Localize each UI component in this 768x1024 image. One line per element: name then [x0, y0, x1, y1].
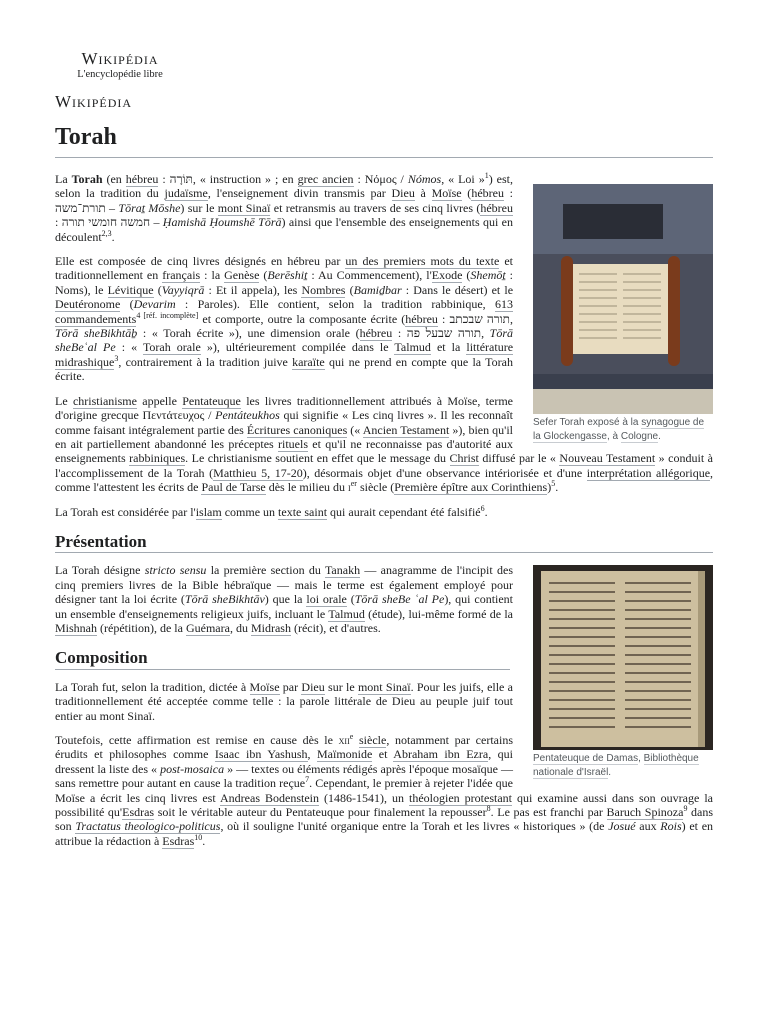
torah-scroll-caption: Sefer Torah exposé à la synagogue de la Glockengasse, à Cologne.: [533, 417, 705, 442]
wikipedia-wordmark: Wikipédia: [55, 92, 133, 111]
intro-paragraph-2: Elle est composée de cinq livres désignés en hébreu par un des premiers mots du texte et traditionnellement en français : la Genèse (Berēshiṯ : Au Commencement), l'Exode (Shemōṯ : Noms), le Lévitique (Vayyiqrā : Et il appela), les Nombres (Bamiḏbar : Dans le désert) et le Deutéronome (Devarim : Paroles). Elle contient, selon la tradition rabbinique, 613 commandements$^{4 [réf. incomplète]}$ et comporte, outre la composante écrite (hébreu : תורה שבכתב, Tōrā sheBikhtāḇ : « Torah écrite »), une dimension orale (hébreu : תורה שבעל פה, Tōrā sheBeʿal Pe : « Torah orale »), ultérieurement compilée dans le Talmud et la littérature midrashique$^3$, contrairement à la tradition juive karaïte qui ne prend en compte que la Torah écrite.: [55, 254, 514, 384]
torah-scroll-image[interactable]: [533, 184, 713, 414]
logo-title: Wikipédia: [81, 49, 159, 68]
pentateuch-damascus-image[interactable]: [533, 565, 713, 750]
figure-torah-scroll: [533, 184, 713, 444]
intro-paragraph-4: La Torah est considérée par l'islam comme un texte saint qui aurait cependant été falsifié$^6$.: [55, 503, 488, 519]
figure-pentateuch-damascus: [533, 565, 713, 780]
intro-paragraph-3: Le christianisme appelle Pentateuque les livres traditionnellement attribués à Moïse, terme d'origine grecque Πεντάτευχος / Pentáteukhos qui signifie « Les cinq livres ». Il les reconnaît comme faisant intégralement partie des Écritures canoniques (« Ancien Testament »), bien qu'il en ait partiellement abandonné les préceptes rituels et qu'il ne reconnaisse pas d'autorité aux enseignements rabbiniques. Le christianisme soutient en effet que le message du Christ diffusé par le « Nouveau Testament » conduit à l'accomplissement de la Torah (Matthieu 5, 17-20), désormais objet d'une observance intériorisée et d'une interprétation allégorique, comme l'attestent les écrits de Paul de Tarse dès le milieu du $i^{er}$ siècle (Première épître aux Corinthiens)$^5$.: [55, 393, 714, 495]
composition-paragraph-1: La Torah fut, selon la tradition, dictée à Moïse par Dieu sur le mont Sinaï. Pour les juifs, elle a traditionnellement été acceptée comme telle : la parole littérale de Dieu au peuple juif tout entier au mont Sinaï.: [55, 679, 513, 723]
title-divider: [55, 157, 713, 158]
link-glockengasse[interactable]: synagogue de la Glockengasse: [533, 417, 705, 442]
logo-tagline: L'encyclopédie libre: [77, 69, 163, 80]
page-title: Torah: [55, 124, 117, 150]
composition-paragraph-2: Toutefois, cette affirmation est remise en cause dès le xii$^e$ siècle, notamment par certains érudits et philosophes comme Isaac ibn Yashush, Maïmonide et Abraham ibn Ezra, qui dressent la liste des « post-mosaica » — textes ou éléments rédigés après l'époque mosaïque — sans remettre pour autant en cause la tradition reçue$^7$. Cependant, le premier à rejeter l'idée que Moïse a écrit les cinq livres est Andreas Bodenstein (1486-1541), un théologien protestant qui examine aussi dans son ouvrage la possibilité qu'Esdras soit le véritable auteur du Pentateuque pour finalement la repousser$^8$. Le pas est franchi par Baruch Spinoza$^9$ dans son Tractatus theologico-politicus, où il souligne l'unité organique entre la Torah et les livres « historiques » (de Josué aux Rois) et en attribue la rédaction à Esdras$^{10}$.: [55, 732, 714, 848]
section-heading-composition: Composition: [55, 651, 510, 669]
link-cologne[interactable]: Cologne: [620, 431, 659, 442]
article-body: [55, 172, 713, 858]
pentateuch-caption: Pentateuque de Damas, Bibliothèque nationale d'Israël.: [533, 753, 699, 779]
wikipedia-logo[interactable]: [70, 50, 170, 81]
section-heading-presentation: Présentation: [55, 535, 713, 553]
presentation-paragraph: La Torah désigne stricto sensu la première section du Tanakh — anagramme de l'incipit des cinq premiers livres de la Bible hébraïque — mais le terme est également employé pour désigner tant la loi écrite (Tōrā sheBikhtāv) que la loi orale (Tōrā sheBe ʿal Pe), qui contient un ensemble d'enseignements religieux juifs, incluant le Talmud (étude), lui-même formé de la Mishnah (répétition), de la Guémara, du Midrash (récit), et d'autres.: [55, 563, 514, 635]
intro-paragraph-1: La Torah (en hébreu : תּוֹרָה, « instruction » ; en grec ancien : Νόμος / Nómos, « Loi »$^1$) est, selon la tradition du judaïsme, l'enseignement divin transmis par Dieu à Moïse (hébreu : תורת־משה – Tōraṯ Mōshe) sur le mont Sinaï et retransmis au travers de ses cinq livres (hébreu : חמשה חומשי תורה – Ḥamishā Ḥoumshē Tōrā) ainsi que l'ensemble des enseignements qui en découlent$^{2,3}$.: [55, 171, 514, 244]
link-bibliotheque-nationale[interactable]: Bibliothèque nationale d'Israël: [533, 753, 699, 779]
link-pentateuque-de-damas[interactable]: Pentateuque de Damas: [533, 753, 639, 765]
